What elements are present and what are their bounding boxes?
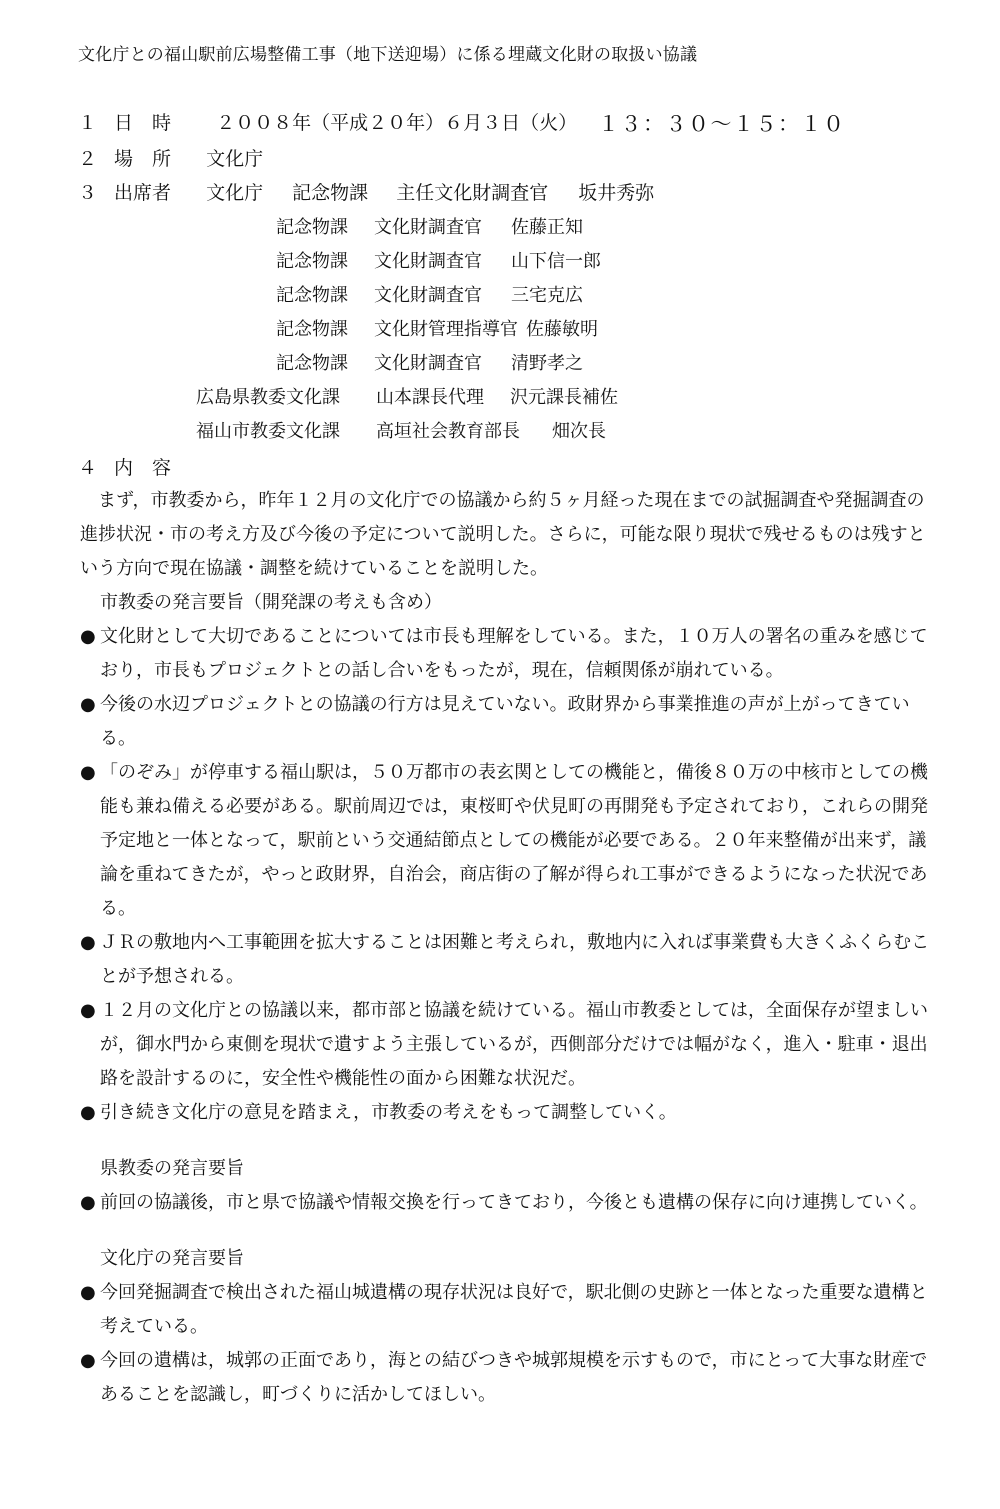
attendee-name: 山下信一郎 xyxy=(511,251,601,272)
bullet-icon: ● xyxy=(80,626,96,647)
attendee-division: 記念物課 xyxy=(276,319,348,340)
list-item xyxy=(80,1344,942,1412)
attendee-row xyxy=(276,213,583,239)
list-item-text: 「のぞみ」が停車する福山駅は，５０万都市の表玄関としての機能と，備後８０万の中核市としての機能も兼ね備える必要がある。駅前周辺では，東桜町や伏見町の再開発も予定されており，これらの開発予定地と一体となって，駅前という交通結節点としての機能が必要である。２０年来整備が出来ず，議論を重ねてきたが，やっと政財界，自治会，商店街の了解が得られ工事ができるようになった状況である。 xyxy=(100,762,928,919)
attendee-title: 文化財調査官 xyxy=(374,251,482,272)
list-item-text: 今回の遺構は，城郭の正面であり，海との結びつきや城郭規模を示すもので，市にとって大事な財産であることを認識し，町づくりに活かしてほしい。 xyxy=(100,1350,928,1405)
list-item-text: １２月の文化庁との協議以来，都市部と協議を続けている。福山市教委としては，全面保存が望ましいが，御水門から東側を現状で遺すよう主張しているが，西側部分だけでは幅がなく，進入・駐車・退出路を設計するのに，安全性や機能性の面から困難な状況だ。 xyxy=(100,1000,928,1089)
list-item xyxy=(80,1186,942,1220)
item-number: １ xyxy=(78,112,98,134)
attendee-title: 主任文化財調査官 xyxy=(396,182,549,204)
attendee-row xyxy=(196,417,606,443)
bullet-icon: ● xyxy=(80,1282,96,1303)
attendee-row xyxy=(276,315,598,341)
list-item xyxy=(80,756,942,926)
attendee-division: 記念物課 xyxy=(276,285,348,306)
list-item-text: 今後の水辺プロジェクトとの協議の行方は見えていない。政財界から事業推進の声が上がってきている。 xyxy=(100,694,910,749)
item-value: ２００８年（平成２０年）６月３日（火） xyxy=(216,112,578,134)
item-attendees xyxy=(78,178,654,205)
item-value: 文化庁 xyxy=(206,148,264,170)
item-place xyxy=(78,144,263,171)
item-value: 文化庁 xyxy=(206,182,264,204)
attendee-title: 山本課長代理 xyxy=(376,387,484,408)
bullet-icon: ● xyxy=(80,762,96,783)
item-label: 内 容 xyxy=(114,457,172,479)
content-body xyxy=(80,484,942,1412)
document-title: 文化庁との福山駅前広場整備工事（地下送迎場）に係る埋蔵文化財の取扱い協議 xyxy=(78,45,698,65)
attendee-name: 畑次長 xyxy=(552,421,606,442)
list-item xyxy=(80,926,942,994)
attendee-row xyxy=(276,281,583,307)
attendee-organization: 福山市教委文化課 xyxy=(196,421,340,442)
attendee-name: 佐藤正知 xyxy=(511,217,583,238)
item-number: ４ xyxy=(78,457,98,479)
item-label: 日 時 xyxy=(114,112,172,134)
attendee-title: 文化財調査官 xyxy=(374,217,482,238)
list-item xyxy=(80,994,942,1096)
bullet-icon: ● xyxy=(80,694,96,715)
item-number: ２ xyxy=(78,148,98,170)
attendee-title: 文化財調査官 xyxy=(374,353,482,374)
attendee-row xyxy=(276,247,601,273)
section-heading: 県教委の発言要旨 xyxy=(100,1158,244,1179)
list-item-text: 文化財として大切であることについては市長も理解をしている。また，１０万人の署名の重みを感じており，市長もプロジェクトとの話し合いをもったが，現在，信頼関係が崩れている。 xyxy=(100,626,928,681)
attendee-row xyxy=(276,349,583,375)
attendee-name: 坂井秀弥 xyxy=(578,182,655,204)
attendee-organization: 広島県教委文化課 xyxy=(196,387,340,408)
item-label: 出席者 xyxy=(114,182,172,204)
section-heading: 文化庁の発言要旨 xyxy=(100,1248,244,1269)
bullet-icon: ● xyxy=(80,1102,96,1123)
attendee-title: 文化財管理指導官 xyxy=(374,319,518,340)
list-item-text: ＪＲの敷地内へ工事範囲を拡大することは困難と考えられ，敷地内に入れば事業費も大きくふくらむことが予想される。 xyxy=(100,932,930,987)
bullet-icon: ● xyxy=(80,1000,96,1021)
bullet-icon: ● xyxy=(80,1192,96,1213)
list-item xyxy=(80,1276,942,1344)
attendee-name: 沢元課長補佐 xyxy=(510,387,618,408)
section-spacer xyxy=(80,1130,942,1152)
section-heading: 市教委の発言要旨（開発課の考えも含め） xyxy=(100,592,442,613)
attendee-division: 記念物課 xyxy=(276,251,348,272)
attendee-name: 三宅克広 xyxy=(511,285,583,306)
list-item xyxy=(80,620,942,688)
list-item-text: 引き続き文化庁の意見を踏まえ，市教委の考えをもって調整していく。 xyxy=(100,1102,677,1123)
item-label: 場 所 xyxy=(114,148,172,170)
intro-paragraph: まず，市教委から，昨年１２月の文化庁での協議から約５ヶ月経った現在までの試掘調査や発掘調査の進捗状況・市の考え方及び今後の予定について説明した。さらに，可能な限り現状で残せるものは残すという方向で現在協議・調整を続けていることを説明した。 xyxy=(80,490,926,579)
attendee-division: 記念物課 xyxy=(276,353,348,374)
attendee-division: 記念物課 xyxy=(292,182,369,204)
attendee-division: 記念物課 xyxy=(276,217,348,238)
attendee-title: 高垣社会教育部長 xyxy=(376,421,520,442)
attendee-name: 清野孝之 xyxy=(511,353,583,374)
meeting-time: １３：３０～１５：１０ xyxy=(598,112,846,136)
item-content xyxy=(78,453,171,480)
attendee-row xyxy=(196,383,618,409)
section-spacer xyxy=(80,1220,942,1242)
item-number: ３ xyxy=(78,182,98,204)
list-item-text: 前回の協議後，市と県で協議や情報交換を行ってきており，今後とも遺構の保存に向け連携していく。 xyxy=(100,1192,928,1213)
bullet-icon: ● xyxy=(80,932,96,953)
attendee-title: 文化財調査官 xyxy=(374,285,482,306)
list-item-text: 今回発掘調査で検出された福山城遺構の現存状況は良好で，駅北側の史跡と一体となった重要な遺構と考えている。 xyxy=(100,1282,928,1337)
item-datetime xyxy=(78,108,577,135)
list-item xyxy=(80,688,942,756)
bullet-icon: ● xyxy=(80,1350,96,1371)
list-item xyxy=(80,1096,942,1130)
attendee-name: 佐藤敏明 xyxy=(526,319,598,340)
